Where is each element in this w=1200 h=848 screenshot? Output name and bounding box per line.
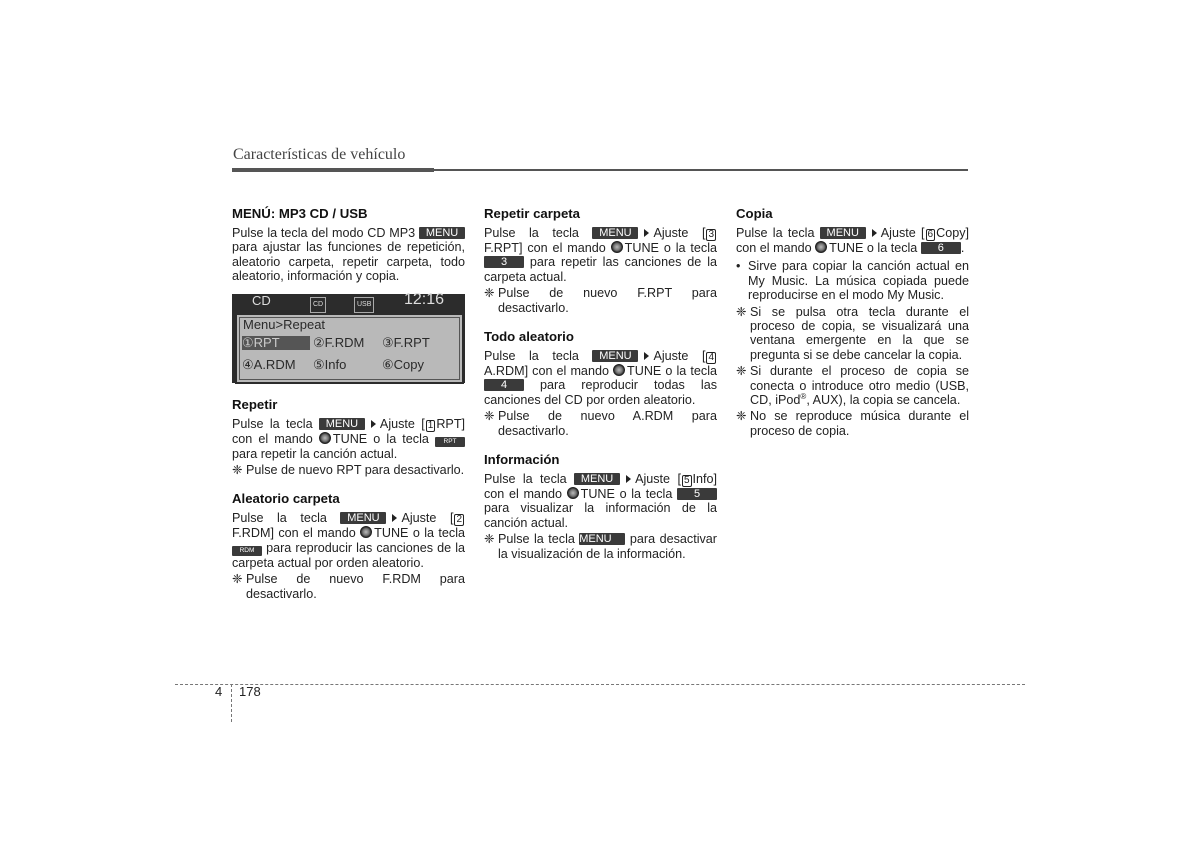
arrow-right-icon (626, 475, 631, 483)
note (736, 364, 969, 407)
lcd-item-rpt: ①RPT (242, 336, 310, 350)
note-text: Pulse de nuevo F.RDM para desactivarlo. (246, 572, 465, 601)
text: Pulse la tecla (484, 472, 567, 487)
registered-mark: ® (800, 391, 807, 401)
page-number: 178 (239, 684, 261, 699)
text: A.RDM] con el mando (484, 364, 609, 379)
menu-key: MENU (592, 350, 638, 362)
section-copia (736, 206, 969, 438)
lcd-item-frdm: ②F.RDM (313, 334, 365, 350)
text: para reproducir las canciones de la carpeta actual por orden aleatorio. (232, 540, 466, 570)
footer-divider (175, 684, 1025, 685)
section-text (232, 226, 465, 284)
text: Ajuste [ (401, 511, 454, 526)
arrow-right-icon (644, 229, 649, 237)
note-mark-icon: ❈ (736, 304, 747, 319)
text: Copy] (936, 226, 969, 240)
note (484, 409, 717, 438)
lcd-menu-frame (239, 317, 460, 380)
bullet-item (736, 259, 969, 302)
text: TUNE o la tecla (580, 487, 673, 502)
note-text: Pulse de nuevo F.RPT para desactivarlo. (498, 286, 717, 315)
note-text: Pulse la tecla (498, 532, 575, 547)
text: para repetir la canción actual. (232, 446, 398, 461)
arrow-right-icon (371, 420, 376, 428)
text: para reproducir todas las canciones del CD por orden aleatorio. (484, 378, 717, 407)
text: Pulse la tecla (484, 226, 579, 240)
tune-knob-icon (360, 526, 372, 538)
note-text: Si durante el proceso de copia se conecta o introduce otro medio (USB, CD, iPod (750, 364, 969, 408)
lcd-cd-badge: CD (310, 297, 326, 313)
page-header-title: Características de vehículo (233, 146, 406, 163)
text: para repetir las canciones de la carpeta actual. (484, 255, 718, 284)
lcd-usb-badge: USB (354, 297, 374, 313)
text: Pulse la tecla (232, 416, 313, 431)
text: para ajustar las funciones de repetición, aleatorio carpeta, repetir carpeta, todo aleatorio, información y copia. (232, 240, 465, 284)
chapter-number: 4 (215, 684, 223, 699)
text: Pulse la tecla (484, 349, 579, 364)
text: Ajuste [ (635, 472, 681, 487)
note-text: Pulse de nuevo RPT para desactivarlo. (246, 463, 465, 478)
note (736, 409, 969, 438)
section-title: Repetir carpeta (484, 206, 581, 221)
text: Ajuste [ (880, 226, 925, 240)
arrow-right-icon (872, 229, 877, 237)
lcd-item-ardm: ④A.RDM (242, 356, 296, 372)
section-text (484, 349, 717, 407)
note-mark-icon: ❈ (232, 463, 243, 478)
rdm-key: RDM (232, 546, 262, 556)
tune-knob-icon (319, 432, 331, 444)
text: con el mando (736, 241, 812, 255)
lcd-clock: 12:16 (404, 290, 445, 308)
text: . (960, 241, 965, 255)
section-title: Repetir (232, 396, 278, 412)
section-title: Aleatorio carpeta (232, 491, 340, 507)
note-mark-icon: ❈ (484, 286, 495, 301)
column-2 (484, 206, 717, 571)
tune-knob-icon (611, 241, 623, 253)
note (736, 305, 969, 363)
note-text: para desactivar la visualización de la información. (498, 532, 718, 561)
note-mark-icon: ❈ (736, 364, 747, 379)
text: TUNE o la tecla (627, 364, 717, 379)
lcd-item-frpt: ③F.RPT (382, 334, 430, 350)
section-aleatorio-carpeta (232, 491, 465, 601)
circled-number: 6 (927, 229, 934, 240)
menu-key: MENU (579, 533, 625, 545)
section-todo-aleatorio (484, 329, 717, 438)
text: RPT] (436, 416, 466, 431)
text: Ajuste [ (653, 349, 706, 364)
menu-key: MENU (574, 473, 620, 485)
footer-vertical-divider (231, 684, 232, 722)
header-rule (232, 169, 968, 171)
section-repetir (232, 397, 465, 478)
text: para visualizar la información de la canción actual. (484, 501, 717, 530)
note-text: , AUX), la copia se cancela. (806, 393, 961, 408)
text: TUNE o la tecla (374, 526, 466, 541)
text: Pulse la tecla (232, 511, 327, 526)
note (484, 532, 717, 561)
section-menu-mp3 (232, 206, 465, 383)
circled-number: 3 (708, 229, 715, 240)
lcd-display (232, 290, 465, 383)
text: con el mando (232, 431, 313, 446)
circled-number: 1 (427, 419, 434, 431)
column-1 (232, 206, 465, 611)
section-title: Copia (736, 206, 773, 221)
lcd-mode: CD (252, 292, 271, 308)
note-mark-icon: ❈ (484, 532, 495, 547)
text: Ajuste [ (653, 226, 706, 240)
section-text (484, 472, 717, 530)
section-text (232, 511, 465, 570)
text: TUNE o la tecla (624, 241, 718, 255)
section-title: Todo aleatorio (484, 329, 574, 345)
text: Ajuste [ (379, 416, 425, 431)
menu-key: MENU (592, 227, 638, 239)
section-text (232, 417, 465, 461)
lcd-item-copy: ⑥Copy (382, 356, 425, 372)
arrow-right-icon (392, 514, 397, 522)
text: F.RDM] con el mando (232, 526, 356, 541)
note-text: Si se pulsa otra tecla durante el proceso de copia, se visualizará una ventana emergente en la que se pregunta si se debe cancelar la copia. (750, 304, 969, 362)
note-mark-icon: ❈ (484, 409, 495, 424)
bullet-icon: • (736, 259, 741, 274)
section-informacion (484, 452, 717, 561)
text: TUNE o la tecla (829, 241, 918, 255)
bullet-text: Sirve para copiar la canción actual en My Music. La música copiada puede reproducirse en el modo My Music. (748, 259, 969, 303)
key-5: 5 (677, 488, 717, 500)
circled-number: 5 (683, 475, 690, 487)
note-text: No se reproduce música durante el proceso de copia. (750, 409, 969, 438)
lcd-item-info: ⑤Info (313, 356, 347, 372)
note-mark-icon: ❈ (736, 409, 747, 424)
note (484, 286, 717, 315)
note-mark-icon: ❈ (232, 572, 243, 587)
key-3: 3 (484, 256, 524, 268)
lcd-status-bar (232, 290, 465, 311)
tune-knob-icon (613, 364, 625, 376)
menu-key: MENU (820, 227, 866, 239)
text: Info] (692, 472, 718, 487)
section-repetir-carpeta (484, 206, 717, 315)
note (232, 463, 465, 477)
circled-number: 2 (456, 514, 463, 526)
text: F.RPT] con el mando (484, 241, 606, 255)
arrow-right-icon (644, 352, 649, 360)
text: TUNE o la tecla (332, 431, 429, 446)
tune-knob-icon (567, 487, 579, 499)
text: con el mando (484, 487, 562, 502)
key-6: 6 (921, 242, 961, 254)
note (232, 572, 465, 601)
section-title: MENÚ: MP3 CD / USB (232, 206, 368, 221)
lcd-menu-title: Menu>Repeat (243, 316, 326, 332)
text: Pulse la tecla (736, 226, 815, 240)
menu-key: MENU (340, 512, 386, 524)
section-text (484, 226, 717, 284)
menu-key: MENU (419, 227, 465, 239)
text: Pulse la tecla del modo CD MP3 (232, 226, 416, 240)
circled-number: 4 (708, 352, 715, 364)
section-title: Información (484, 452, 560, 468)
section-text (736, 226, 969, 255)
tune-knob-icon (815, 241, 827, 253)
column-3 (736, 206, 969, 448)
menu-key: MENU (319, 418, 365, 430)
note-text: Pulse de nuevo A.RDM para desactivarlo. (498, 409, 717, 438)
key-4: 4 (484, 379, 524, 391)
rpt-key: RPT (435, 437, 465, 447)
lcd-menu-area (235, 313, 464, 384)
